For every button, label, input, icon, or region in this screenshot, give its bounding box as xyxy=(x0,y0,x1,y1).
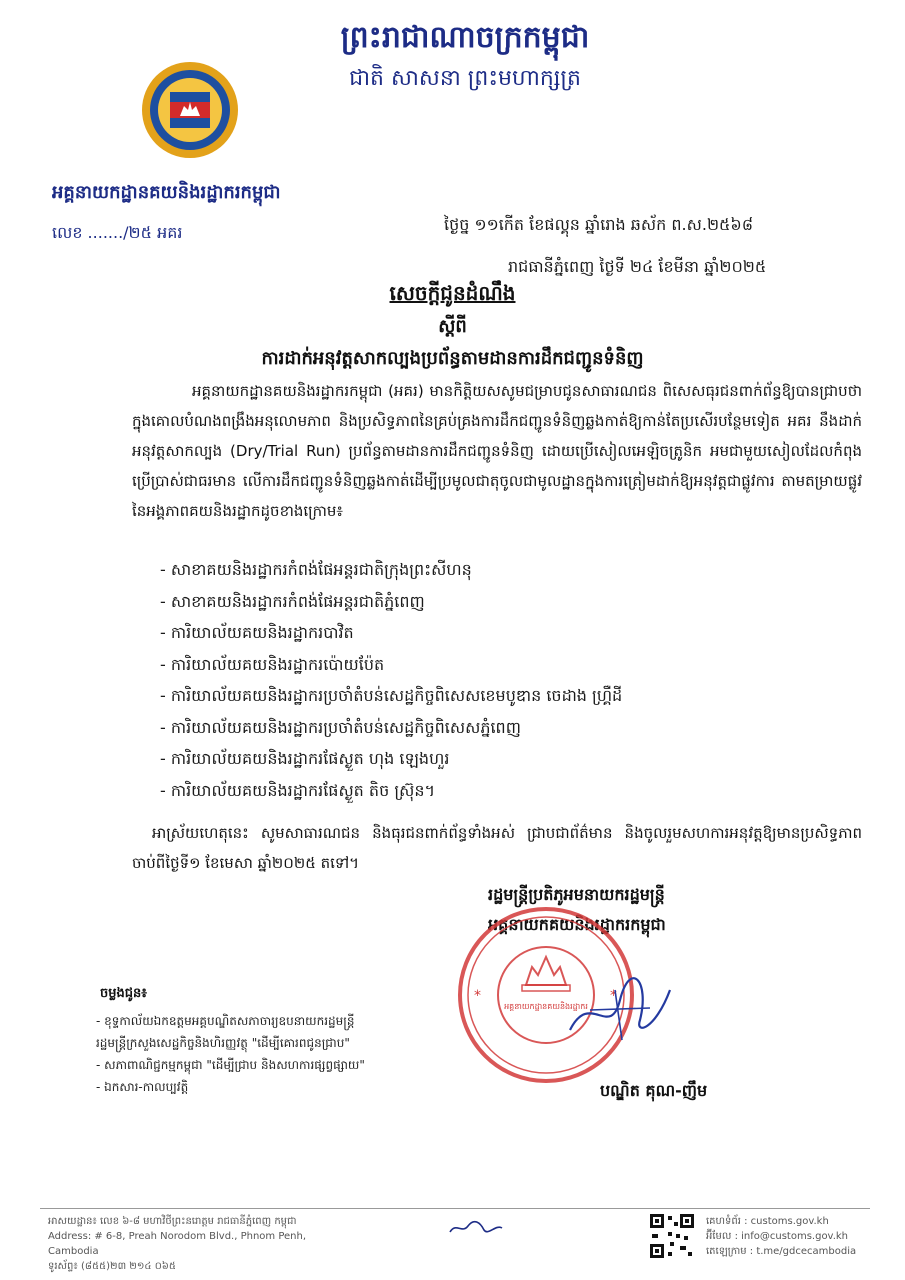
initials-mark xyxy=(446,1218,506,1238)
list-item: - ការិយាល័យគយនិងរដ្ឋាករប្រចាំតំបន់សេដ្ឋកិច្ចពិសេសភ្នំពេញ xyxy=(160,717,521,737)
footer-email[interactable]: អ៊ីមែល : info@customs.gov.kh xyxy=(706,1231,849,1242)
signatory-name: បណ្ឌិត គុណ-ញឹម xyxy=(600,1081,708,1100)
kingdom-heading: ព្រះរាជាណាចក្រកម្ពុជា xyxy=(340,20,590,55)
svg-text:*: * xyxy=(474,988,481,1004)
cc-title: ចម្លងជូន៖ xyxy=(100,986,147,1001)
department-name: អគ្គនាយកដ្ឋានគយនិងរដ្ឋាករកម្ពុជា xyxy=(52,182,281,203)
list-item: - ការិយាល័យគយនិងរដ្ឋាករផែស្ងួត តិច ស្រ៊ុន។ xyxy=(160,780,436,800)
signatory-title-line2: អគ្គនាយកគយនិងរដ្ឋាករកម្ពុជា xyxy=(488,915,666,934)
notice-subject: ការដាក់អនុវត្តសាកល្បងប្រព័ន្ធតាមដានការដឹកជញ្ជូនទំនិញ xyxy=(261,348,644,369)
qr-code-icon xyxy=(648,1212,696,1260)
cc-item: រដ្ឋមន្ត្រីក្រសួងសេដ្ឋកិច្ចនិងហិរញ្ញវត្ថុ "ដើម្បីគោរពជូនជ្រាប" xyxy=(96,1036,350,1050)
reference-number: លេខ ......./២៥ អគរ xyxy=(52,223,183,242)
national-motto: ជាតិ សាសនា ព្រះមហាក្សត្រ xyxy=(349,66,581,91)
footer-address-kh: អាសយដ្ឋាន៖ លេខ ៦-៨ មហាវិថីព្រះនរោត្តម រាជធានីភ្នំពេញ កម្ពុជា xyxy=(48,1216,297,1227)
svg-text:*: * xyxy=(610,988,617,1004)
body-paragraph: អគ្គនាយកដ្ឋានគយនិងរដ្ឋាករកម្ពុជា (អគរ) មានកិត្តិយសសូមជម្រាបជូនសាធារណជន ពិសេសធុរជនពាក់ព័ន្ធឱ្យបានជ្រាបថា ក្នុងគោលបំណងពង្រឹងអនុលោមភាព និងប្រសិទ្ធភាពនៃគ្រប់គ្រងការដឹកជញ្ជូនទំនិញឆ្លងកាត់ឱ្យកាន់តែប្រសើរបន្ថែមទៀត អគរ នឹងដាក់អនុវត្តសាកល្បង (Dry/Trial Run) ប្រព័ន្ធតាមដានការដឹកជញ្ជូនទំនិញ ដោយប្រើសៀលអេឡិចត្រូនិក អមជាមួយសៀលដែលកំពុងប្រើប្រាស់ជាធរមាន លើការដឹកជញ្ជូនទំនិញឆ្លងកាត់ដើម្បីប្រមូលជាតុចូលជាមូលដ្ឋានក្នុងការត្រៀមដាក់ឱ្យអនុវត្តជាផ្លូវការ តាមតម្រាយផ្លូវនៃអង្គភាពគយនិងរដ្ឋាកដូចខាងក្រោម៖ xyxy=(132,382,862,520)
footer-website[interactable]: គេហទំព័រ : customs.gov.kh xyxy=(706,1216,829,1227)
list-item: - ការិយាល័យគយនិងរដ្ឋាករបាវិត xyxy=(160,623,354,642)
handwritten-signature xyxy=(560,970,680,1050)
footer-address-en: Address: # 6-8, Preah Norodom Blvd., Phnom Penh, Cambodia xyxy=(48,1231,307,1257)
cc-item: - សភាពាណិជ្ជកម្មកម្ពុជា "ដើម្បីជ្រាប និងសហការផ្សព្វផ្សាយ" xyxy=(96,1058,365,1072)
footer-phone: ទូរស័ព្ទ៖ (៨៥៥)២៣ ២១៤ ០៦៥ xyxy=(48,1261,176,1272)
list-item: - សាខាគយនិងរដ្ឋាករកំពង់ផែអន្តរជាតិក្រុងព្រះសីហនុ xyxy=(160,560,472,579)
cc-item: - ឯកសារ-កាលប្បវត្តិ xyxy=(96,1080,189,1094)
lunar-date: ថ្ងៃច្ន ១១កើត ខែផល្គុន ឆ្នាំរោង ឆស័ក ព.ស.២៥៦៨ xyxy=(444,215,754,234)
civil-date: រាជធានីភ្នំពេញ ថ្ងៃទី ២៤ ខែមីនា ឆ្នាំ២០២៥ xyxy=(508,257,767,276)
office-list xyxy=(160,554,860,806)
signatory-title-line1: រដ្ឋមន្ត្រីប្រតិភូអមនាយករដ្ឋមន្ត្រី xyxy=(488,885,665,904)
customs-emblem-logo xyxy=(140,60,240,160)
list-item: - ការិយាល័យគយនិងរដ្ឋាករប៉ោយប៉ែត xyxy=(160,654,385,674)
list-item: - ការិយាល័យគយនិងរដ្ឋាករប្រចាំតំបន់សេដ្ឋកិច្ចពិសេសខេមបូឌាន ចេដាង ហ្គ្រឺដី xyxy=(160,686,623,705)
cc-list xyxy=(96,1010,456,1098)
stamp-text: អគ្គនាយកដ្ឋានគយនិងរដ្ឋាករ xyxy=(504,1002,588,1011)
footer-contacts xyxy=(706,1214,876,1259)
footer-telegram[interactable]: តេឡេក្រាម : t.me/gdcecambodia xyxy=(706,1246,857,1257)
footer-address xyxy=(48,1214,348,1274)
list-item: - ការិយាល័យគយនិងរដ្ឋាករផែស្ងួត ហុង ឡេងហួរ xyxy=(160,749,450,768)
list-item: - សាខាគយនិងរដ្ឋាករកំពង់ផែអន្តរជាតិភ្នំពេញ xyxy=(160,591,425,611)
regarding-label: ស្ដីពី xyxy=(438,316,467,337)
cc-item: - ខុទ្ទកាល័យឯកឧត្តមអគ្គបណ្ឌិតសភាចារ្យឧបនាយករដ្ឋមន្ត្រី xyxy=(96,1014,355,1028)
footer-divider xyxy=(40,1208,870,1209)
notice-title: សេចក្ដីជូនដំណឹង xyxy=(389,281,516,305)
closing-paragraph: អាស្រ័យហេតុនេះ សូមសាធារណជន និងធុរជនពាក់ព័ន្ធទាំងអស់ ជ្រាបជាព័ត៌មាន និងចូលរួមសហការអនុវត្តឱ្យមានប្រសិទ្ធភាពចាប់ពីថ្ងៃទី១ ខែមេសា ឆ្នាំ២០២៥ តទៅ។ xyxy=(132,824,862,872)
